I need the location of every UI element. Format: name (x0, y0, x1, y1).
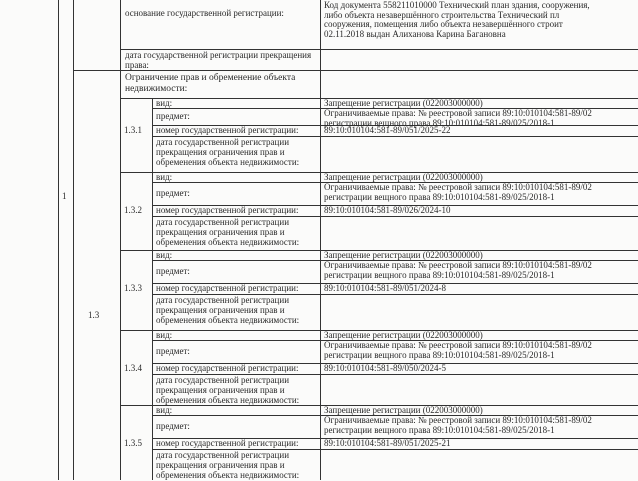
termination-label: обременения объекта недвижимости: (156, 237, 300, 247)
termination-label: прекращения ограничения прав и (156, 305, 285, 315)
kind-label: вид: (156, 405, 173, 415)
subject-value: Ограничиваемые права: № реестровой записи 89:10:010104:581-89/02 (324, 415, 592, 425)
section-title: Ограничение прав и обременение объекта (125, 73, 296, 83)
subject-value: Ограничиваемые права: № реестровой записи 89:10:010104:581-89/02 (324, 182, 592, 192)
kind-label: вид: (156, 330, 173, 340)
table-border-left (58, 0, 59, 480)
subject-label: предмет: (156, 421, 190, 431)
subject-value: регистрации вещного права 89:10:010104:581-89/025/2018-1 (324, 349, 555, 360)
kind-value: Запрещение регистрации (022003000000) (324, 250, 483, 260)
reg-number-value: 89:10:010104:581-89/050/2024-5 (324, 363, 446, 373)
encumbrance-number: 1.3.5 (124, 438, 142, 448)
subject-value: Ограничиваемые права: № реестровой записи 89:10:010104:581-89/02 (324, 340, 592, 350)
basis-label: основание государственной регистрации: (125, 8, 284, 18)
termination-label: обременения объекта недвижимости: (156, 395, 300, 405)
encumbrance-number: 1.3.4 (124, 363, 142, 373)
row-number: 1 (62, 191, 67, 201)
reg-number-label: номер государственной регистрации: (156, 438, 299, 448)
reg-number-value: 89:10:010104:581-89/026/2024-10 (324, 205, 451, 215)
termination-label: прекращения ограничения прав и (156, 147, 285, 157)
subject-value: регистрации вещного права 89:10:010104:581-89/025/2018-1 (324, 117, 555, 128)
reg-number-label: номер государственной регистрации: (156, 205, 299, 215)
termination-label: дата государственной регистрации прекращения (125, 50, 312, 60)
encumbrance-number: 1.3.3 (124, 283, 142, 293)
reg-number-label: номер государственной регистрации: (156, 125, 299, 135)
termination-label: прекращения ограничения прав и (156, 460, 285, 470)
section-number: 1.3 (88, 310, 100, 320)
reg-number-value: 89:10:010104:581-89/051/2025-21 (324, 438, 451, 448)
row-divider (73, 70, 638, 71)
subject-label: предмет: (156, 111, 190, 121)
column-divider (152, 98, 153, 480)
termination-label: обременения объекта недвижимости: (156, 470, 300, 480)
kind-label: вид: (156, 172, 173, 182)
reg-number-label: номер государственной регистрации: (156, 363, 299, 373)
kind-value: Запрещение регистрации (022003000000) (324, 330, 483, 340)
subject-value: Ограничиваемые права: № реестровой записи 89:10:010104:581-89/02 (324, 260, 592, 270)
termination-label: дата государственной регистрации (156, 375, 290, 385)
kind-label: вид: (156, 250, 173, 260)
subject-value: регистрации вещного права 89:10:010104:581-89/025/2018-1 (324, 424, 555, 435)
termination-label: обременения объекта недвижимости: (156, 315, 300, 325)
section-title: недвижимости: (125, 84, 188, 94)
subject-label: предмет: (156, 266, 190, 276)
basis-value-line: 02.11.2018 выдан Алиханова Карина Багановна (324, 28, 506, 39)
termination-label: права: (125, 59, 149, 70)
basis-value-line: сооружения, помещения либо объекта незавершённого строит (324, 19, 563, 29)
kind-value: Запрещение регистрации (022003000000) (324, 405, 483, 415)
termination-label: дата государственной регистрации (156, 295, 290, 305)
subject-label: предмет: (156, 188, 190, 198)
subject-label: предмет: (156, 346, 190, 356)
basis-value-line: Код документа 558211010000 Технический план здания, сооружения, (324, 0, 590, 10)
subject-value: регистрации вещного права 89:10:010104:581-89/025/2018-1 (324, 191, 555, 202)
subject-value: регистрации вещного права 89:10:010104:581-89/025/2018-1 (324, 269, 555, 280)
reg-number-value: 89:10:010104:581-89/051/2025-22 (324, 125, 451, 135)
termination-label: прекращения ограничения прав и (156, 385, 285, 395)
termination-label: прекращения ограничения прав и (156, 227, 285, 237)
kind-label: вид: (156, 98, 173, 108)
termination-label: дата государственной регистрации (156, 450, 290, 460)
reg-number-value: 89:10:010104:581-89/051/2024-8 (324, 283, 446, 293)
termination-label: дата государственной регистрации (156, 137, 290, 147)
subject-value: Ограничиваемые права: № реестровой записи 89:10:010104:581-89/02 (324, 108, 592, 118)
basis-value-line: либо объекта незавершённого строительства Технический пл (324, 9, 560, 20)
reg-number-label: номер государственной регистрации: (156, 283, 299, 293)
termination-label: обременения объекта недвижимости: (156, 157, 300, 167)
column-divider (120, 0, 121, 480)
kind-value: Запрещение регистрации (022003000000) (324, 172, 483, 182)
encumbrance-number: 1.3.2 (124, 205, 142, 215)
column-divider (73, 0, 74, 480)
column-divider (320, 98, 321, 480)
encumbrance-number: 1.3.1 (124, 125, 142, 135)
kind-value: Запрещение регистрации (022003000000) (324, 98, 483, 108)
termination-label: дата государственной регистрации (156, 217, 290, 227)
